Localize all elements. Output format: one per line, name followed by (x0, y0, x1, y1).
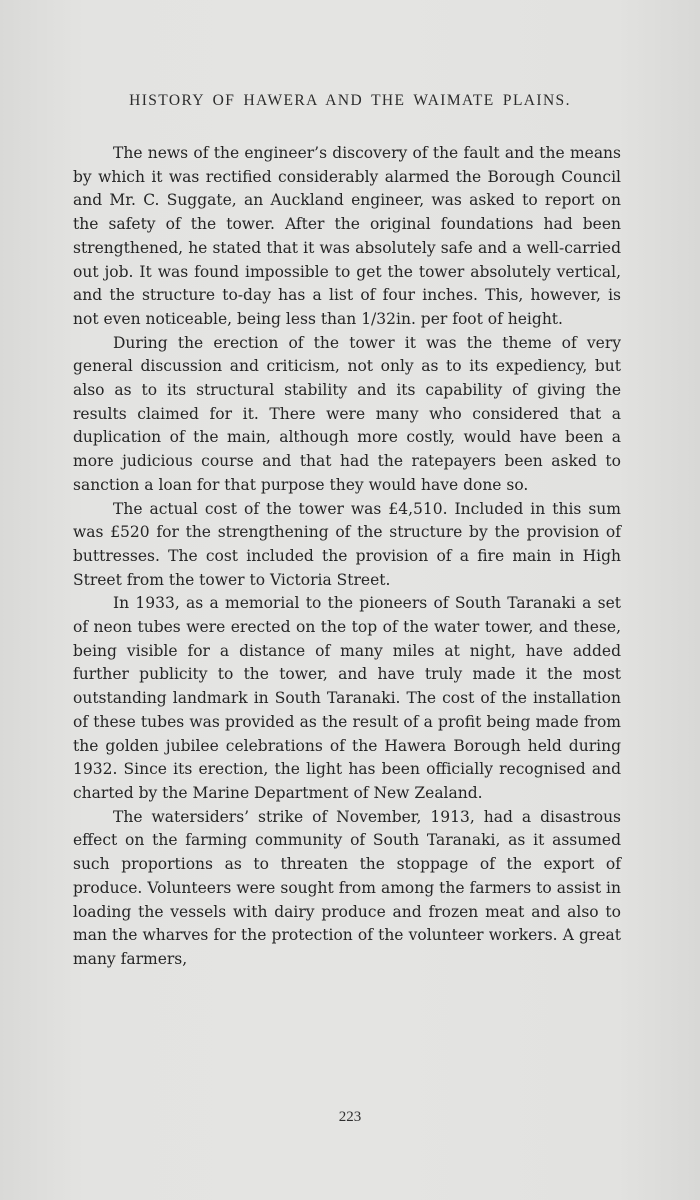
running-head: HISTORY OF HAWERA AND THE WAIMATE PLAINS. (129, 92, 571, 109)
paragraph-tower-discussion: During the erection of the tower it was the theme of very general discussion and criticism, not only as to its expediency, but also as to its structural stability and its capability of giving the results claimed for it. There were many who considered that a duplication of the main, although more costly, would have been a more judicious course and that had the ratepayers been asked to sanction a loan for that purpose they would have done so. (73, 333, 621, 494)
page-number: 223 (338, 1109, 362, 1125)
body-text (73, 142, 621, 972)
paragraph-neon-tubes: In 1933, as a memorial to the pioneers of South Taranaki a set of neon tubes were erected on the top of the water tower, and these, being visible for a distance of many miles at night, have added further publicity to the tower, and have truly made it the most outstanding landmark in South Taranaki. The cost of the installation of these tubes was provided as the result of a profit being made from the golden jubilee celebrations of the Hawera Borough held during 1932. Since its erection, the light has been officially recognised and charted by the Marine Department of New Zealand. (73, 594, 621, 802)
paragraph-tower-cost: The actual cost of the tower was £4,510. Included in this sum was £520 for the strengthening of the structure by the provision of buttresses. The cost included the provision of a fire main in High Street from the tower to Victoria Street. (73, 499, 621, 589)
paragraph-watersiders-strike: The watersiders’ strike of November, 1913, had a disastrous effect on the farming community of South Taranaki, as it assumed such proportions as to threaten the stoppage of the export of produce. Volunteers were sought from among the farmers to assist in loading the vessels with dairy produce and frozen meat and also to man the wharves for the protection of the volunteer workers. A great many farmers, (73, 807, 621, 968)
paragraph-tower-fault: The news of the engineer’s discovery of the fault and the means by which it was rectified considerably alarmed the Borough Council and Mr. C. Suggate, an Auckland engineer, was asked to report on the safety of the tower. After the original foundations had been strengthened, he stated that it was absolutely safe and a well-carried out job. It was found impossible to get the tower absolutely vertical, and the structure to-day has a list of four inches. This, however, is not even noticeable, being less than 1/32in. per foot of height. (73, 144, 621, 328)
